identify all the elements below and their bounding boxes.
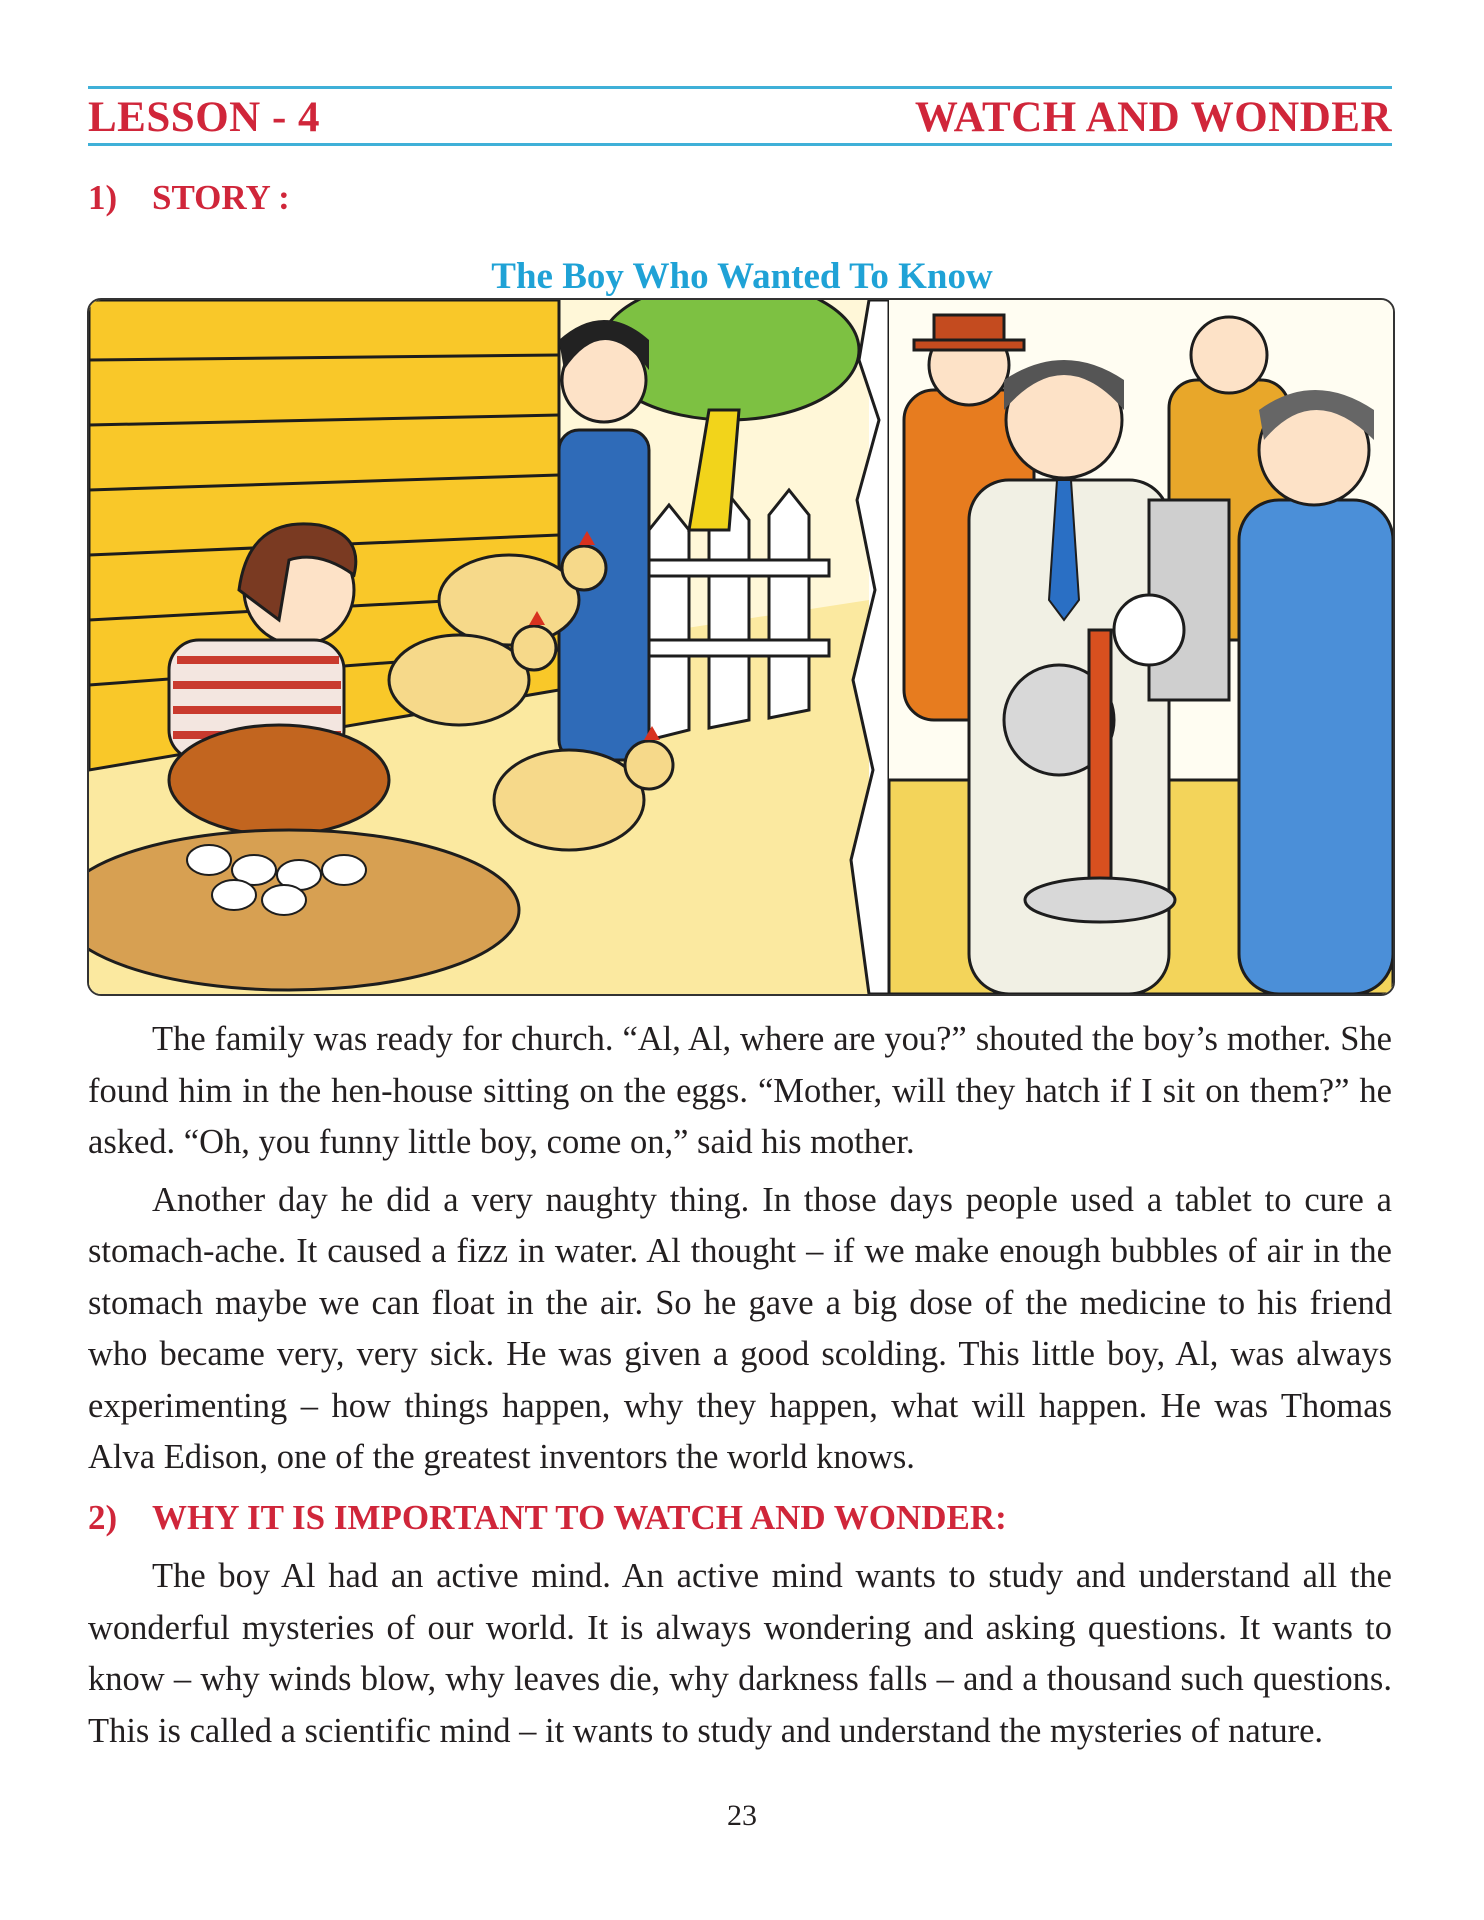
section-heading-why — [88, 1498, 1007, 1538]
section2-text — [88, 1551, 1392, 1763]
lesson-number: LESSON - 4 — [88, 94, 321, 141]
section2-paragraph: The boy Al had an active mind. An active mind wants to study and understand all the wonderful mysteries of our world. It is always wondering and asking questions. It wants to know – why winds blow, why leaves die, why darkness falls – and a thousand such questions. This is called a scientific mind – it wants to study and understand the mysteries of nature. — [88, 1557, 1392, 1750]
section-title: STORY : — [152, 178, 290, 217]
lesson-title: WATCH AND WONDER — [914, 94, 1392, 141]
header-top-rule — [88, 86, 1392, 89]
header-bottom-rule — [88, 143, 1392, 146]
section-heading-story — [88, 178, 290, 218]
story-illustration — [87, 298, 1395, 996]
section-title: WHY IT IS IMPORTANT TO WATCH AND WONDER: — [152, 1498, 1007, 1537]
story-paragraph: Another day he did a very naughty thing. In those days people used a tablet to cure a stomach-ache. It caused a fizz in water. Al thought – if we make enough bubbles of air in the stomach maybe we can float in the air. So he gave a big dose of the medicine to his friend who became very, very sick. He was given a good scolding. This little boy, Al, was always experimenting – how things happen, why they happen, what will happen. He was Thomas Alva Edison, one of the greatest inventors the world knows. — [88, 1180, 1392, 1476]
section-number: 2) — [88, 1498, 118, 1537]
story-paragraph: The family was ready for church. “Al, Al, where are you?” shouted the boy’s mother. She found him in the hen-house sitting on the eggs. “Mother, will they hatch if I sit on them?” he asked. “Oh, you funny little boy, come on,” said his mother. — [88, 1020, 1392, 1161]
story-text — [88, 1014, 1392, 1490]
page-number: 23 — [727, 1799, 757, 1832]
section-number: 1) — [88, 178, 118, 217]
story-title: The Boy Who Wanted To Know — [491, 256, 993, 297]
